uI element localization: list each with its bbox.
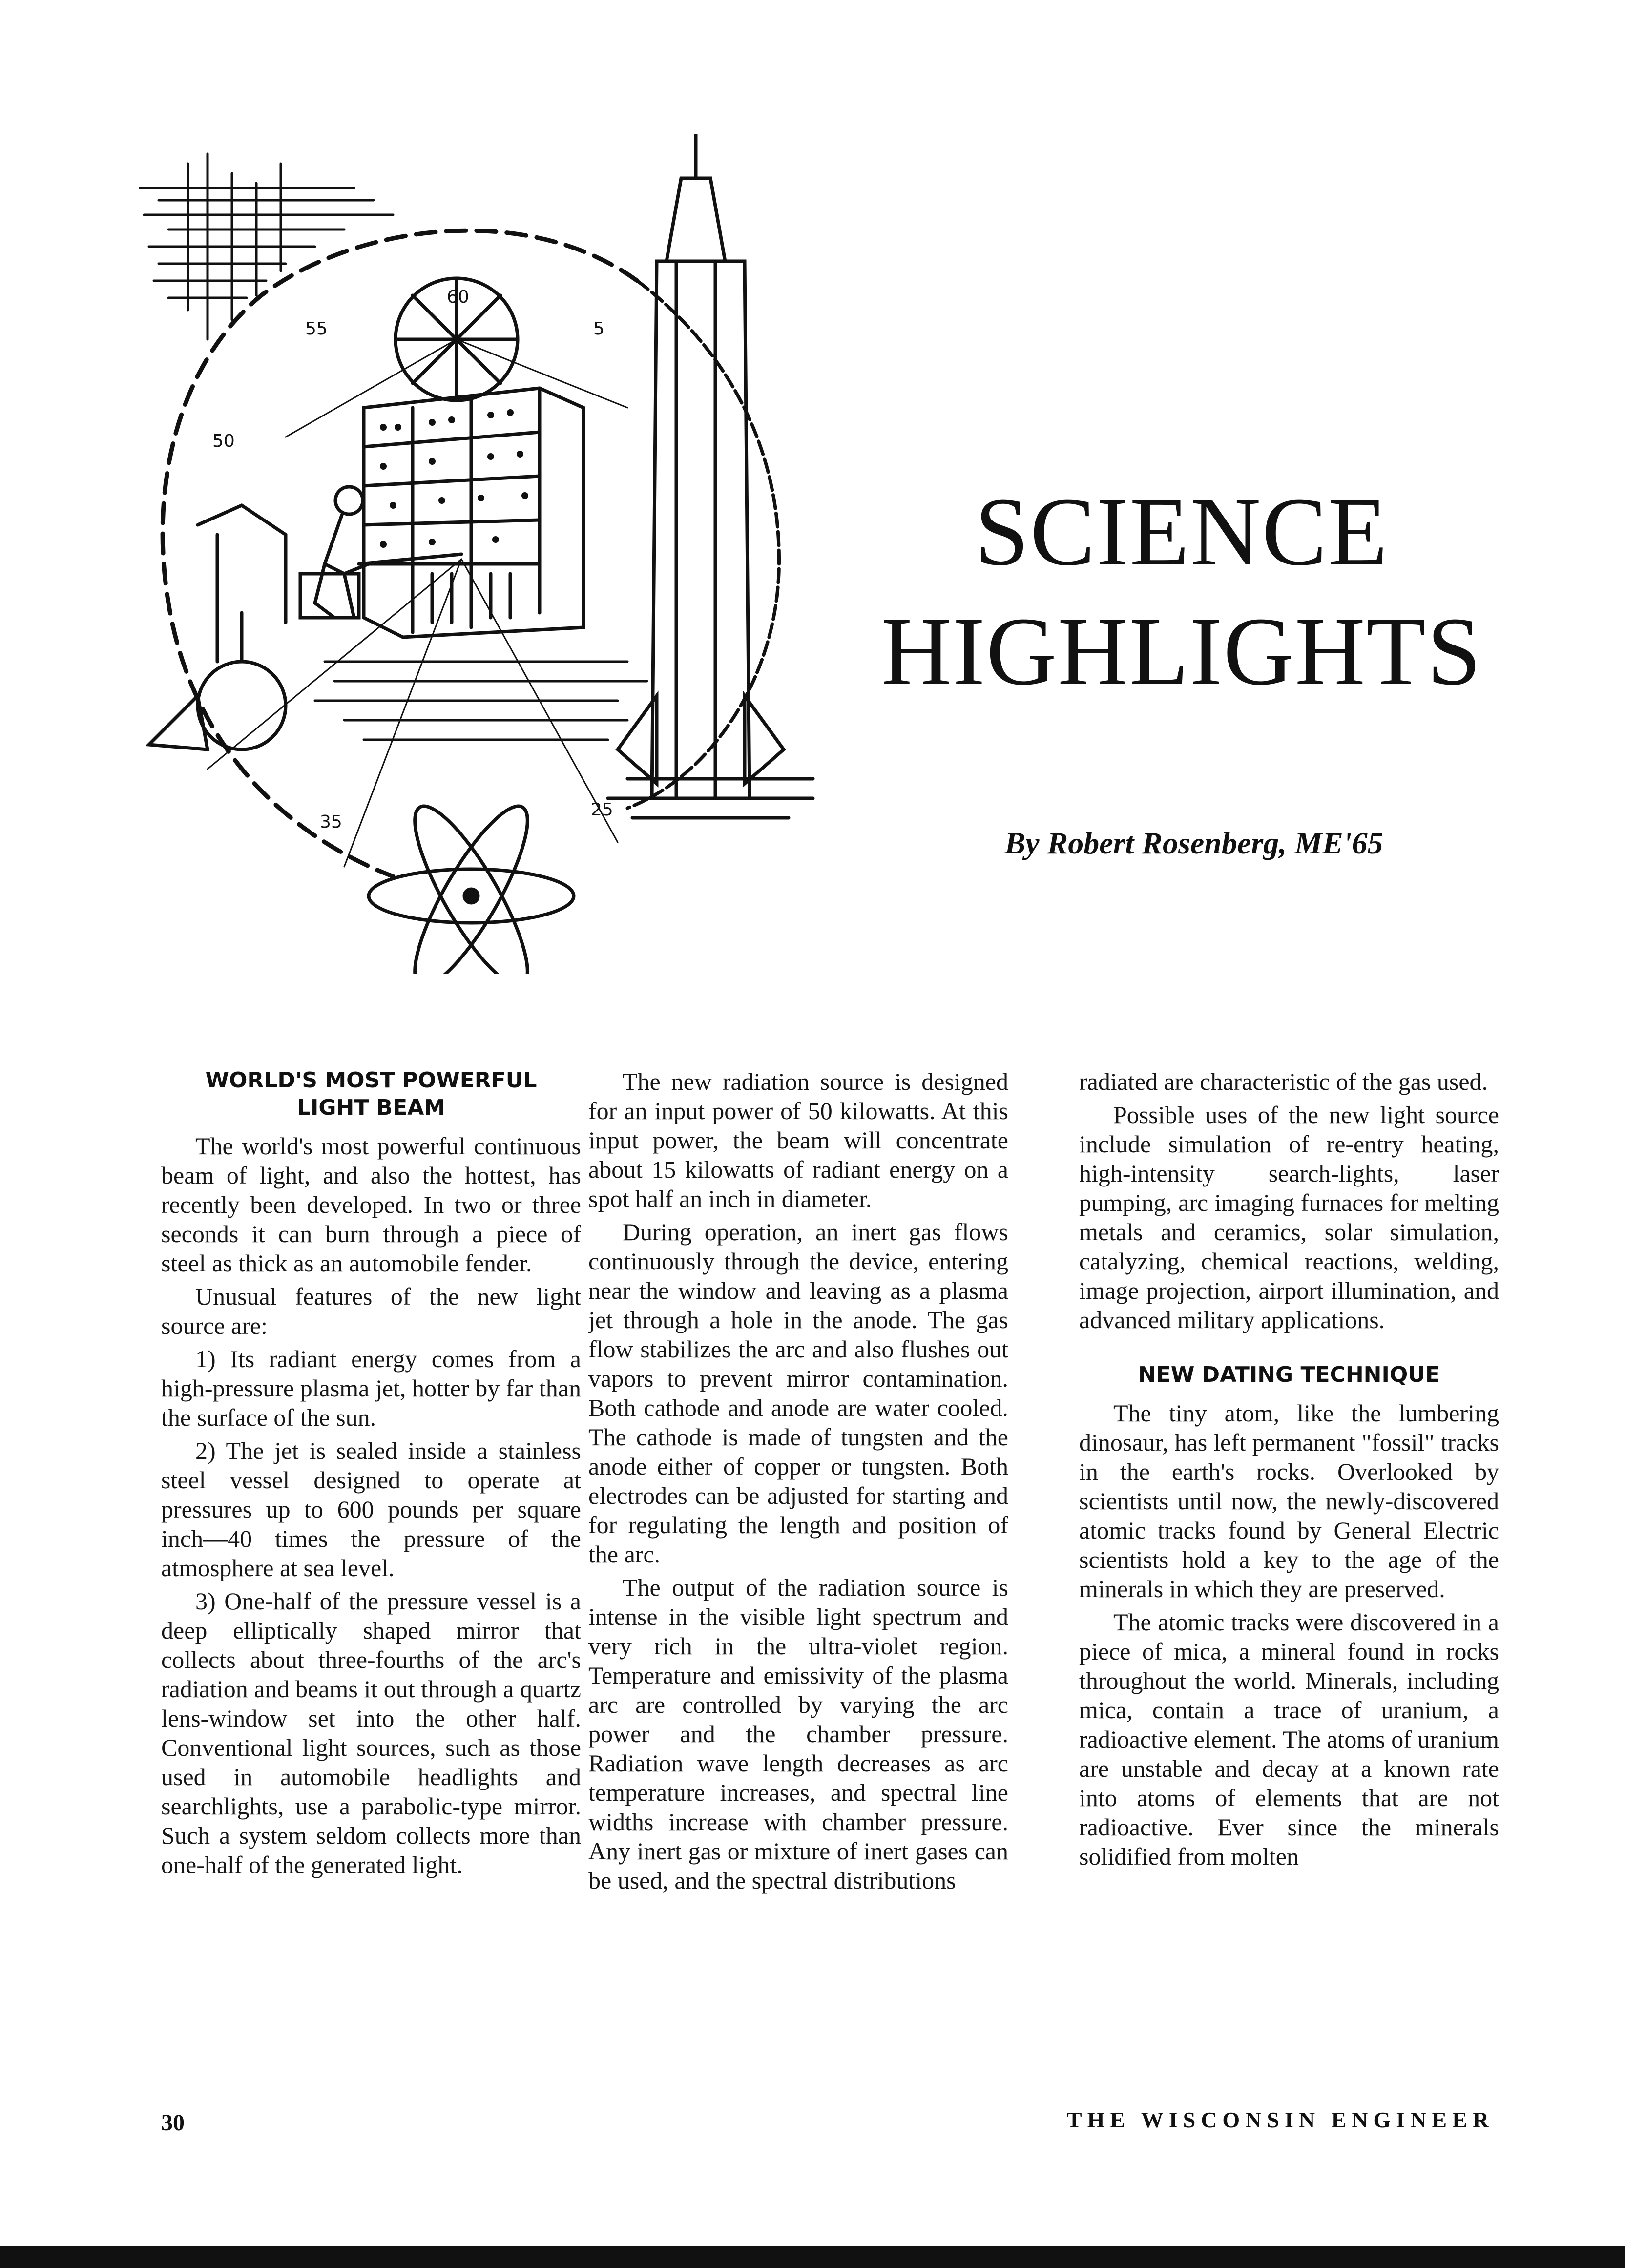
column-2 — [588, 1067, 1008, 2051]
dial-label-55: 55 — [305, 319, 328, 339]
dashed-orbit-arc — [163, 230, 637, 876]
lab-flask — [149, 505, 286, 749]
magazine-name: THE WISCONSIN ENGINEER — [1066, 2107, 1494, 2132]
page-title-line-1: SCIENCE — [975, 478, 1389, 586]
paragraph: The atomic tracks were discovered in a piece of mica, a mineral found in rocks throughout the world. Minerals, including mica, contain a trace of uranium, a radioactive element. The atoms of uranium are unstable and decay at a known rate into atoms of elements that are not radioactive. Ever since the minerals solidified from molten — [1079, 1608, 1499, 1870]
paragraph: Possible uses of the new light source include simulation of re-entry heating, high-intensity search-lights, laser pumping, arc imaging furnaces for melting metals and ceramics, solar simulation, catalyzing, chemical reactions, welding, image projection, airport illumination, and advanced military applications. — [1079, 1101, 1499, 1333]
column-1 — [161, 1067, 581, 2051]
paragraph: During operation, an inert gas flows continuously through the device, entering near the window and leaving as a plasma jet through a hole in the anode. The gas flow stabilizes the arc and also flushes out vapors to prevent mirror contamination. Both cathode and anode are water cooled. The cathode is made of tungsten and the anode either of copper or tungsten. Both electrodes can be adjusted for starting and for regulating the length and position of the arc. — [588, 1218, 1008, 1568]
paragraph: The tiny atom, like the lumbering dinosaur, has left permanent "fossil" tracks in the earth's rocks. Overlooked by scientists until now, the newly-discovered atomic tracks found by General Electric scientists hold a key to the age of the minerals in which they are preserved. — [1079, 1399, 1499, 1602]
column-3 — [1079, 1067, 1499, 2051]
hatch-lines-top-left — [139, 154, 393, 339]
bottom-edge-bar — [0, 2246, 1625, 2268]
article-heading-light-beam: WORLD'S MOST POWERFUL LIGHT BEAM — [205, 1068, 537, 1120]
paragraph: Unusual features of the new light source are: — [161, 1283, 581, 1339]
rocket — [608, 134, 813, 818]
dial-label-25: 25 — [591, 800, 613, 820]
paragraph: radiated are characteristic of the gas used. — [1079, 1068, 1488, 1095]
hatch-lines-bottom — [315, 662, 647, 740]
atom-symbol — [369, 794, 574, 974]
paragraph: The output of the radiation source is intense in the visible light spectrum and very rich in the ultra-violet region. Temperature and emissivity of the plasma arc are controlled by varying the arc power and the chamber pressure. Radiation wave length decreases as arc temperature increases, and spectral line widths increase with chamber pressure. Any inert gas or mixture of inert gases can be used, and the spectral distributions — [588, 1574, 1008, 1894]
paragraph: 1) Its radiant energy comes from a high-pressure plasma jet, hotter by far than the surface of the sun. — [161, 1345, 581, 1431]
paragraph: 2) The jet is sealed inside a stainless steel vessel designed to operate at pressures up to 600 pounds per square inch—40 times the pressure of the atmosphere at sea level. — [161, 1437, 581, 1581]
page-number: 30 — [161, 2110, 185, 2136]
paragraph: 3) One-half of the pressure vessel is a deep elliptically shaped mirror that collects about three-fourths of the arc's radiation and beams it out through a quartz lens-window set into the other half. Conventional light sources, such as those used in automobile headlights and searchlights, use a parabolic-type mirror. Such a system seldom collects more than one-half of the generated light. — [161, 1587, 581, 1878]
dial-label-50: 50 — [212, 431, 235, 451]
seated-operator — [300, 487, 461, 618]
author-byline: By Robert Rosenberg, ME'65 — [1004, 826, 1383, 860]
dial-label-35: 35 — [320, 812, 342, 832]
paragraph: The new radiation source is designed for an input power of 50 kilowatts. At this input power, the beam will concentrate about 15 kilowatts of radiant energy on a spot half an inch in diameter. — [588, 1068, 1008, 1212]
science-collage-illustration — [139, 134, 833, 974]
page-title-line-2: HIGHLIGHTS — [881, 598, 1482, 706]
paragraph: The world's most powerful continuous beam of light, and also the hottest, has recently been developed. In two or three seconds it can burn through a piece of steel as thick as an automobile fender. — [161, 1132, 581, 1277]
encircling-arc — [627, 281, 779, 808]
clock-label-60: 60 — [447, 287, 469, 307]
clock-label-5: 5 — [593, 319, 604, 339]
radial-lines — [208, 339, 627, 867]
article-heading-dating: NEW DATING TECHNIQUE — [1138, 1362, 1440, 1387]
